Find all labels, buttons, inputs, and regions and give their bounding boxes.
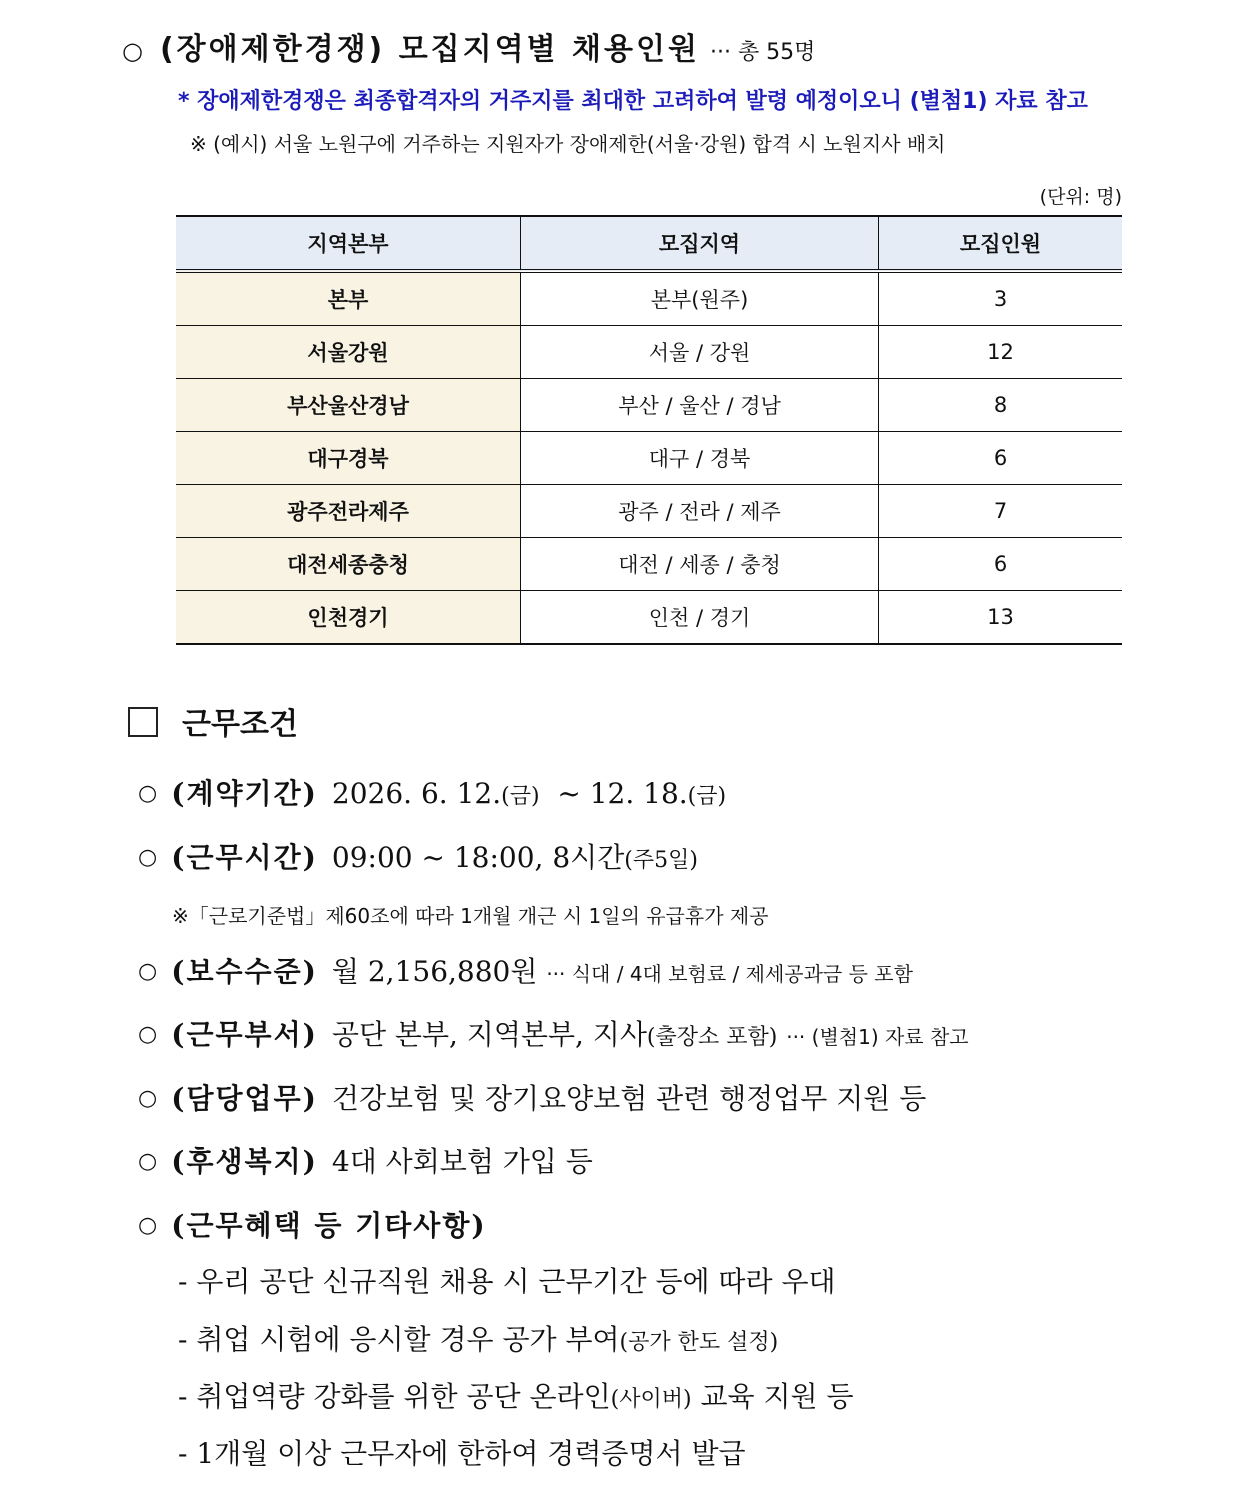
work-conditions-title: 근무조건 (182, 707, 298, 742)
contract-period-item (138, 772, 726, 812)
item-label: (보수수준) (171, 955, 318, 988)
hq-cell: 서울강원 (176, 326, 521, 379)
labor-law-note: ※「근로기준법」제60조에 따라 1개월 개근 시 1일의 유급휴가 제공 (172, 904, 769, 928)
weekday: (금) (501, 784, 540, 809)
checkbox-square-icon (128, 707, 158, 737)
item-label: (근무혜택 등 기타사항) (171, 1209, 487, 1242)
count-cell: 8 (879, 379, 1123, 432)
item-extra: (출장소 포함) (646, 1025, 778, 1050)
benefit-tail: 교육 지원 등 (691, 1380, 854, 1413)
area-cell: 부산 / 울산 / 경남 (521, 379, 879, 432)
benefit-extra: (공가 한도 설정) (619, 1330, 779, 1355)
benefit-extra: (사이버) (610, 1387, 692, 1412)
item-value: 09:00 ~ 18:00, 8시간 (331, 841, 625, 874)
area-cell: 서울 / 강원 (521, 326, 879, 379)
benefit-text: - 취업역량 강화를 위한 공단 온라인 (178, 1380, 611, 1413)
item-note: ··· 식대 / 4대 보험료 / 제세공과금 등 포함 (546, 962, 913, 986)
benefit-line (178, 1375, 854, 1415)
circle-bullet-icon: ○ (122, 37, 146, 65)
item-label: (근무부서) (171, 1018, 318, 1051)
hq-cell: 대전세종충청 (176, 538, 521, 591)
benefit-text: - 우리 공단 신규직원 채용 시 근무기간 등에 따라 우대 (178, 1265, 836, 1298)
count-cell: 7 (879, 485, 1123, 538)
table-row (176, 326, 1122, 379)
count-cell: 13 (879, 591, 1123, 645)
unit-label: (단위: 명) (1039, 186, 1122, 208)
benefit-text: - 1개월 이상 근무자에 한하여 경력증명서 발급 (178, 1437, 746, 1470)
item-note: ··· (별첨1) 자료 참고 (786, 1025, 969, 1049)
circle-bullet-icon: ○ (138, 845, 158, 870)
welfare-item (138, 1140, 593, 1180)
section-title: (장애제한경쟁) 모집지역별 채용인원 (159, 32, 700, 67)
item-label: (계약기간) (171, 777, 318, 810)
column-header: 모집지역 (521, 216, 879, 271)
duty-item (138, 1077, 926, 1117)
count-cell: 3 (879, 271, 1123, 326)
benefit-text: - 취업 시험에 응시할 경우 공가 부여 (178, 1323, 620, 1356)
count-cell: 6 (879, 432, 1123, 485)
item-value: 2026. 6. 12. (331, 777, 502, 810)
table-row (176, 591, 1122, 645)
count-cell: 6 (879, 538, 1123, 591)
recruitment-table (176, 215, 1122, 645)
item-value: 4대 사회보험 가입 등 (331, 1145, 593, 1178)
table-row (176, 379, 1122, 432)
item-label: (근무시간) (171, 841, 318, 874)
hq-cell: 본부 (176, 271, 521, 326)
hq-cell: 광주전라제주 (176, 485, 521, 538)
example-note: ※ (예시) 서울 노원구에 거주하는 지원자가 장애제한(서울·강원) 합격 시 노원지사 배치 (190, 132, 946, 156)
hq-cell: 인천경기 (176, 591, 521, 645)
benefits-item (138, 1204, 501, 1244)
benefit-line (178, 1432, 746, 1472)
circle-bullet-icon: ○ (138, 781, 158, 806)
area-cell: 대구 / 경북 (521, 432, 879, 485)
item-value: 공단 본부, 지역본부, 지사 (331, 1018, 647, 1051)
circle-bullet-icon: ○ (138, 1086, 158, 1111)
hq-cell: 부산울산경남 (176, 379, 521, 432)
work-conditions-heading (128, 699, 298, 743)
item-label: (담당업무) (171, 1082, 318, 1115)
benefit-line (178, 1318, 778, 1358)
area-cell: 본부(원주) (521, 271, 879, 326)
area-cell: 대전 / 세종 / 충청 (521, 538, 879, 591)
pay-level-item (138, 950, 913, 990)
column-header: 모집인원 (879, 216, 1123, 271)
hq-cell: 대구경북 (176, 432, 521, 485)
circle-bullet-icon: ○ (138, 1149, 158, 1174)
circle-bullet-icon: ○ (138, 959, 158, 984)
section-heading (122, 24, 815, 68)
area-cell: 인천 / 경기 (521, 591, 879, 645)
notice-text: * 장애제한경쟁은 최종합격자의 거주지를 최대한 고려하여 발령 예정이오니 (별첨1) 자료 참고 (178, 89, 1088, 114)
work-dept-item (138, 1013, 969, 1053)
item-value: 월 2,156,880원 (331, 955, 538, 988)
item-extra: (주5일) (624, 848, 698, 873)
item-value: ~ 12. 18. (557, 777, 688, 810)
area-cell: 광주 / 전라 / 제주 (521, 485, 879, 538)
circle-bullet-icon: ○ (138, 1213, 158, 1238)
benefit-line (178, 1260, 836, 1300)
weekday: (금) (687, 784, 727, 809)
column-header: 지역본부 (176, 216, 521, 271)
item-value: 건강보험 및 장기요양보험 관련 행정업무 지원 등 (331, 1082, 927, 1115)
item-label: (후생복지) (171, 1145, 318, 1178)
table-row (176, 485, 1122, 538)
total-count: ··· 총 55명 (709, 40, 816, 65)
table-row (176, 271, 1122, 326)
count-cell: 12 (879, 326, 1123, 379)
table-row (176, 432, 1122, 485)
work-hours-item (138, 836, 698, 876)
table-row (176, 538, 1122, 591)
circle-bullet-icon: ○ (138, 1022, 158, 1047)
table-header-row (176, 216, 1122, 271)
